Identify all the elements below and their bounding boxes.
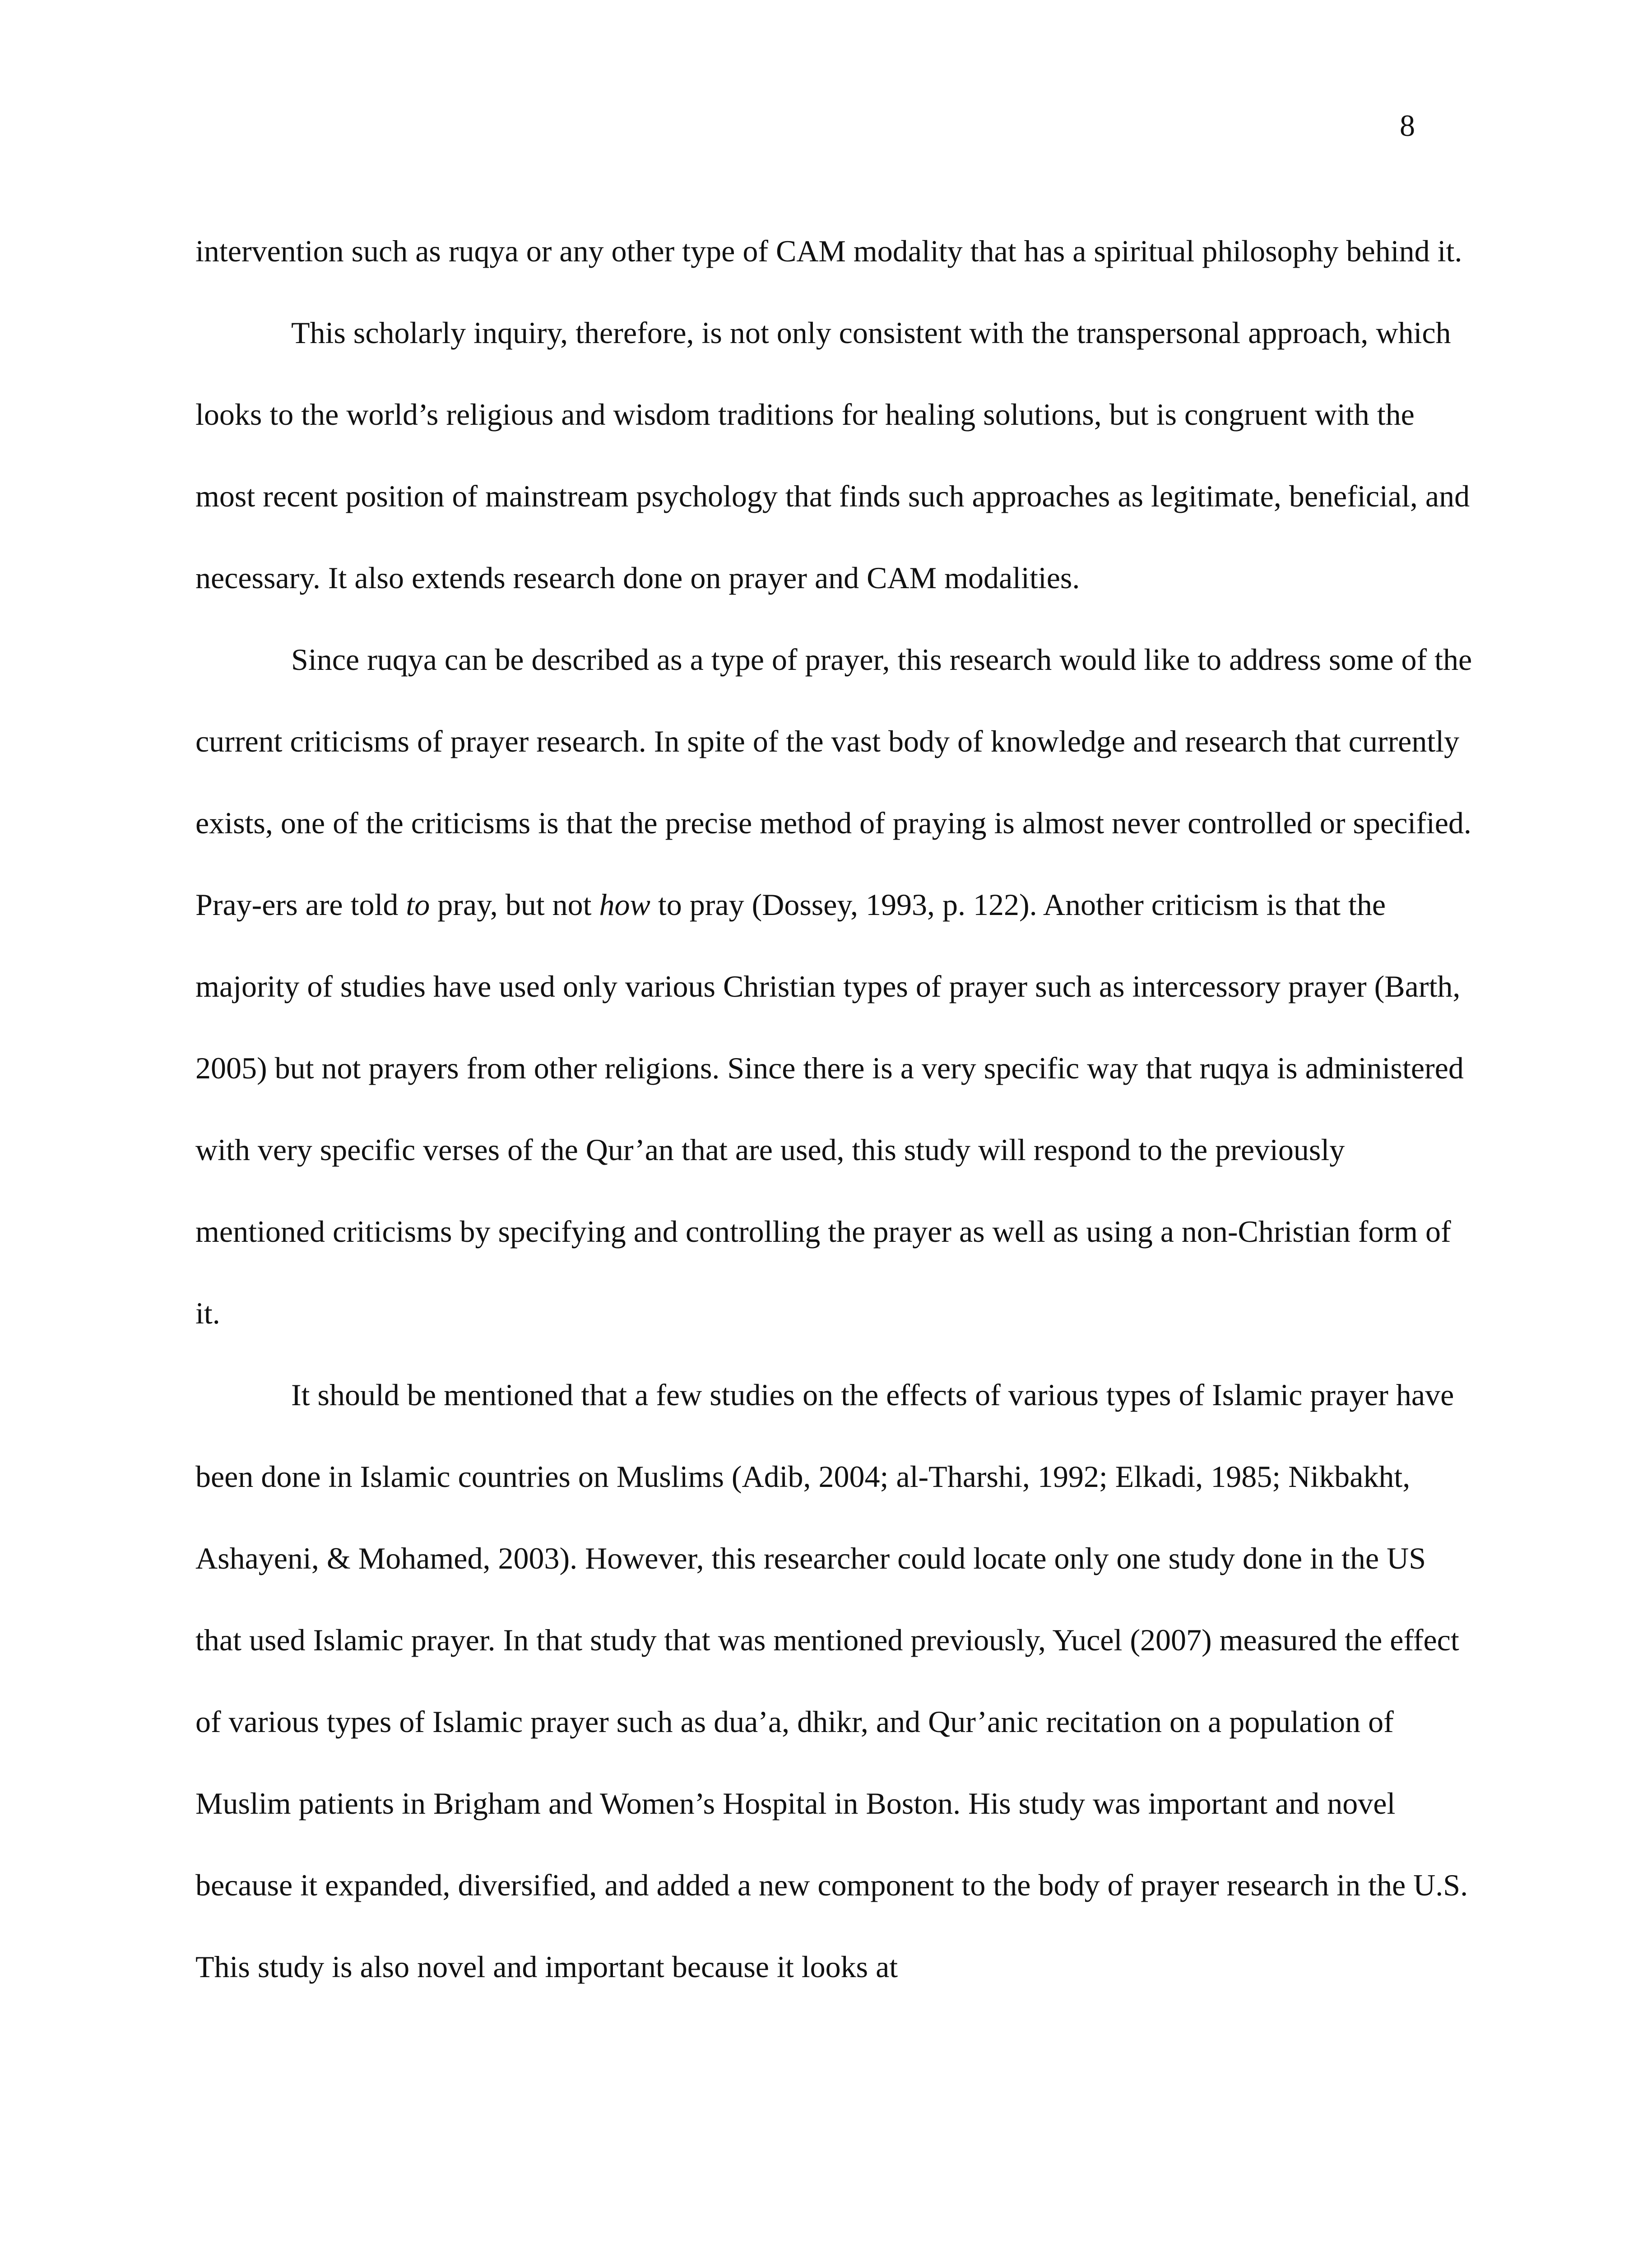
paragraph-3-segment: Since ruqya can be described as a type of prayer, this research would like to address some of the current criticisms of prayer research. In spite of the vast body of knowledge and research that currently exists, one of the criticisms is that the precise method of praying is almost never controlled or specified. Pray-ers are told	[195, 642, 1472, 922]
page-number: 8	[1400, 108, 1415, 143]
body-text	[195, 210, 1473, 2008]
paragraph-3-segment: pray, but not	[430, 887, 599, 922]
paragraph-1: intervention such as ruqya or any other type of CAM modality that has a spiritual philosophy behind it.	[195, 234, 1462, 268]
paragraph-3	[195, 619, 1473, 1354]
italic-word-how: how	[599, 887, 650, 922]
italic-word-to: to	[406, 887, 430, 922]
paragraph-3-segment: to pray (Dossey, 1993, p. 122). Another criticism is that the majority of studies have used only various Christian types of prayer such as intercessory prayer (Barth, 2005) but not prayers from other religions. Since there is a very specific way that ruqya is administered with very specific verses of the Qur’an that are used, this study will respond to the previously mentioned criticisms by specifying and controlling the prayer as well as using a non-Christian form of it.	[195, 887, 1464, 1330]
paragraph-4: It should be mentioned that a few studies on the effects of various types of Islamic prayer have been done in Islamic countries on Muslims (Adib, 2004; al-Tharshi, 1992; Elkadi, 1985; Nikbakht, Ashayeni, & Mohamed, 2003). However, this researcher could locate only one study done in the US that used Islamic prayer. In that study that was mentioned previously, Yucel (2007) measured the effect of various types of Islamic prayer such as dua’a, dhikr, and Qur’anic recitation on a population of Muslim patients in Brigham and Women’s Hospital in Boston. His study was important and novel because it expanded, diversified, and added a new component to the body of prayer research in the U.S. This study is also novel and important because it looks at	[195, 1378, 1468, 1984]
paragraph-2: This scholarly inquiry, therefore, is not only consistent with the transpersonal approach, which looks to the world’s religious and wisdom traditions for healing solutions, but is congruent with the most recent position of mainstream psychology that finds such approaches as legitimate, beneficial, and necessary. It also extends research done on prayer and CAM modalities.	[195, 316, 1470, 595]
